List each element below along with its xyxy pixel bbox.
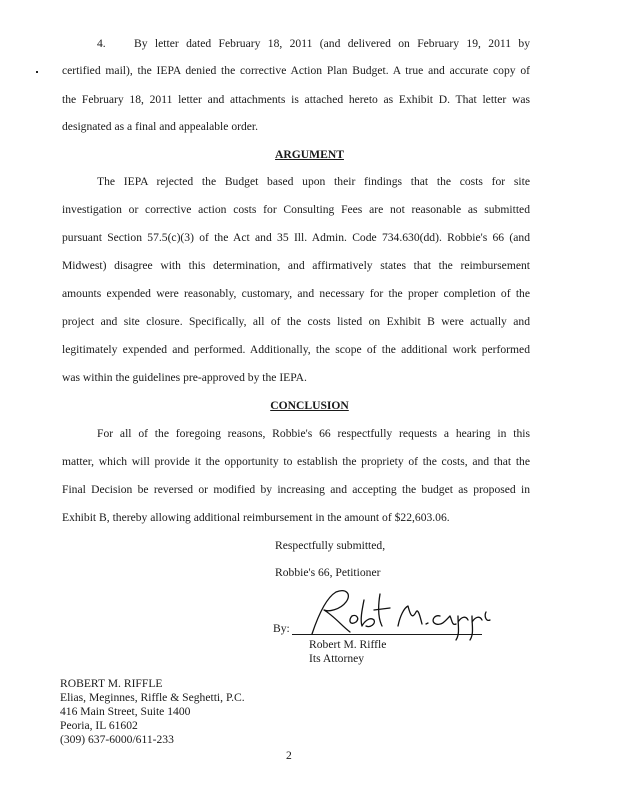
address-phone: (309) 637-6000/611-233 <box>60 733 174 746</box>
paragraph-line: certified mail), the IEPA denied the corrective Action Plan Budget. A true and accurate copy of <box>62 64 530 77</box>
page-number: 2 <box>286 749 292 762</box>
paragraph-line: designated as a final and appealable order. <box>62 120 259 133</box>
argument-line: investigation or corrective action costs for Consulting Fees are not reasonable as submitted <box>62 203 530 216</box>
closing-petitioner: Robbie's 66, Petitioner <box>275 566 381 579</box>
signature-image <box>290 586 500 642</box>
address-firm: Elias, Meginnes, Riffle & Seghetti, P.C. <box>60 691 245 704</box>
conclusion-line: Exhibit B, thereby allowing additional reimbursement in the amount of $22,603.06. <box>62 511 450 524</box>
paragraph-line: By letter dated February 18, 2011 (and delivered on February 19, 2011 by <box>134 37 530 50</box>
by-label: By: <box>273 622 290 635</box>
conclusion-heading: CONCLUSION <box>270 399 349 412</box>
paragraph-number: 4. <box>97 37 106 50</box>
closing-respectfully: Respectfully submitted, <box>275 539 386 552</box>
conclusion-line: Final Decision be reversed or modified by increasing and accepting the budget as proposed in <box>62 483 530 496</box>
address-name: ROBERT M. RIFFLE <box>60 677 163 690</box>
argument-line: The IEPA rejected the Budget based upon their findings that the costs for site <box>97 175 530 188</box>
address-street: 416 Main Street, Suite 1400 <box>60 705 191 718</box>
argument-line: was within the guidelines pre-approved by the IEPA. <box>62 371 307 384</box>
paragraph-line: the February 18, 2011 letter and attachments is attached hereto as Exhibit D. That letter was <box>62 93 530 106</box>
address-city: Peoria, IL 61602 <box>60 719 138 732</box>
argument-line: amounts expended were reasonably, customary, and necessary for the proper completion of the <box>62 287 530 300</box>
argument-heading: ARGUMENT <box>275 148 344 161</box>
argument-line: project and site closure. Specifically, all of the costs listed on Exhibit B were actually and <box>62 315 530 328</box>
signer-title: Its Attorney <box>309 652 365 665</box>
conclusion-line: matter, which will provide it the opportunity to establish the propriety of the costs, and that the <box>62 455 530 468</box>
conclusion-line: For all of the foregoing reasons, Robbie's 66 respectfully requests a hearing in this <box>97 427 530 440</box>
signer-name: Robert M. Riffle <box>309 638 387 651</box>
argument-line: legitimately expended and performed. Additionally, the scope of the additional work performed <box>62 343 530 356</box>
argument-line: pursuant Section 57.5(c)(3) of the Act and 35 Ill. Admin. Code 734.630(dd). Robbie's 66 (and <box>62 231 530 244</box>
scan-speck <box>36 71 38 73</box>
argument-line: Midwest) disagree with this determination, and affirmatively states that the reimbursement <box>62 259 530 272</box>
